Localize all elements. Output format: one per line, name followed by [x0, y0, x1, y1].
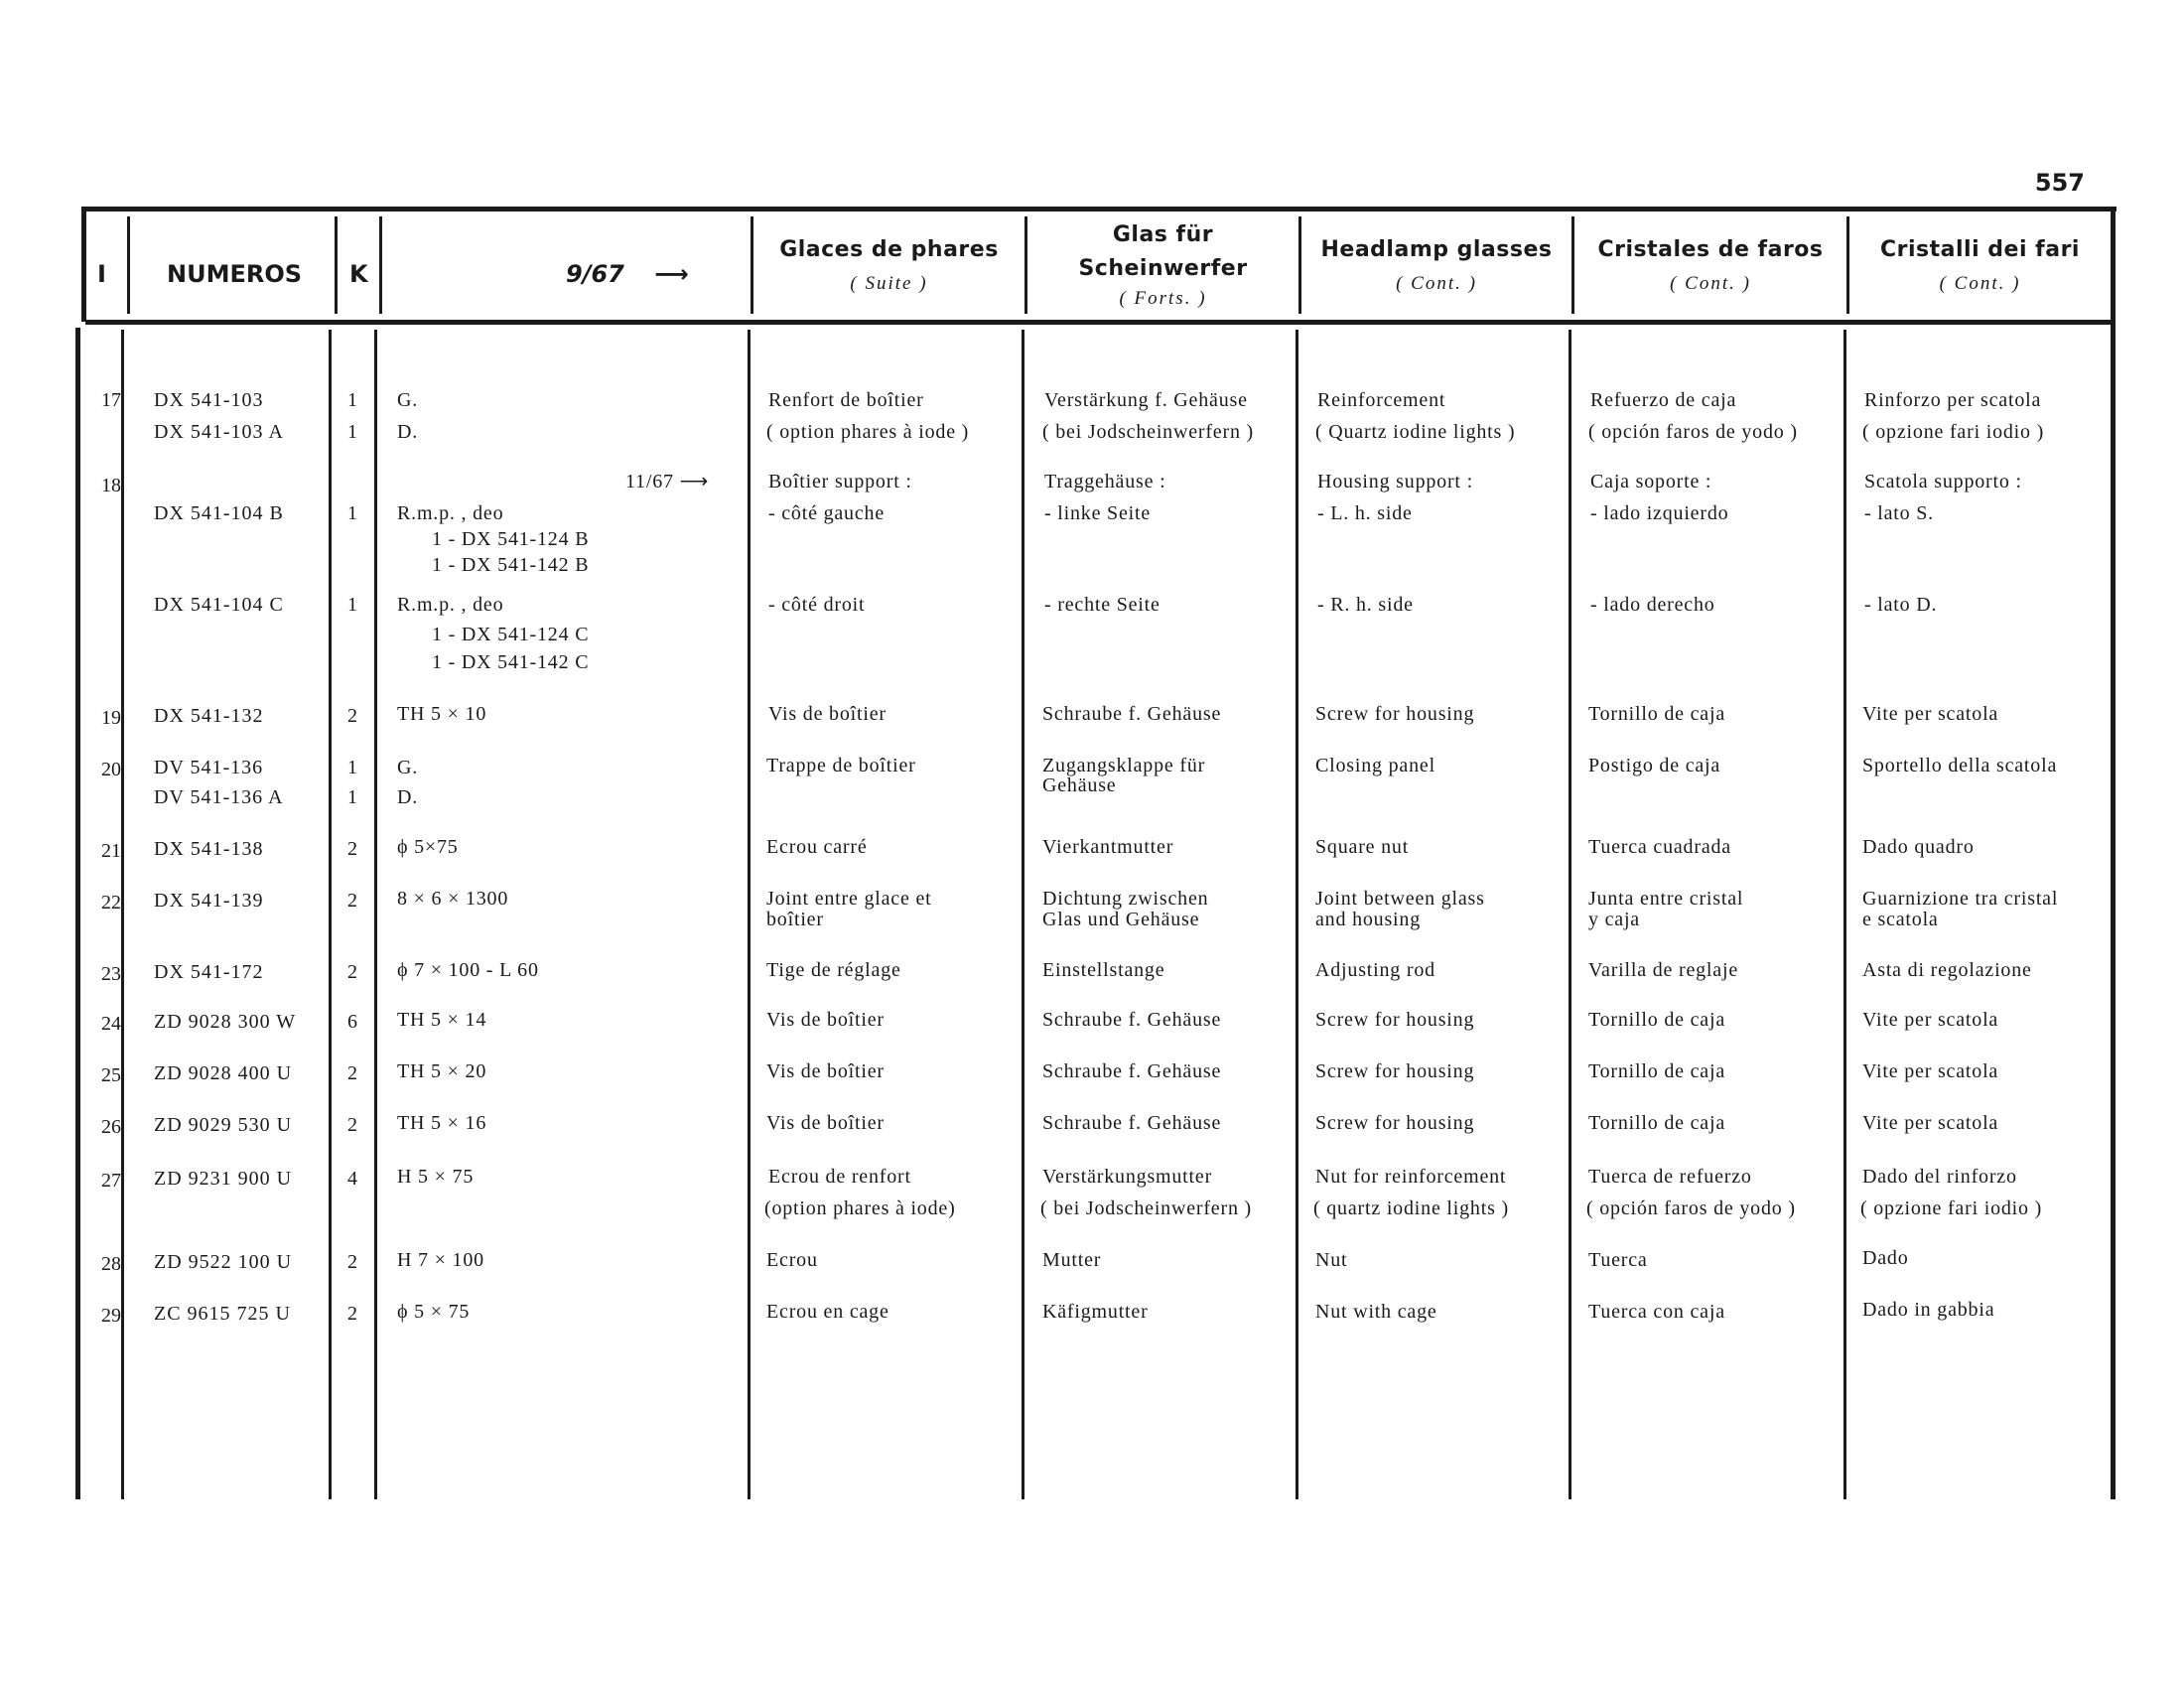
desc-de: Glas und Gehäuse [1042, 909, 1200, 930]
desc-fr: Ecrou [766, 1249, 818, 1271]
desc-en: Screw for housing [1315, 1009, 1475, 1031]
header-subtitle: ( Forts. ) [1119, 288, 1207, 309]
col-sep-de-body [1296, 330, 1298, 1499]
row-index: 19 [101, 707, 121, 729]
spec-sub: 1 - DX 541-142 C [432, 651, 590, 673]
desc-es: Tornillo de caja [1588, 1060, 1726, 1082]
spec: TH 5 × 14 [397, 1009, 487, 1031]
spec: H 7 × 100 [397, 1249, 484, 1271]
quantity: 1 [347, 757, 357, 778]
col-sep-i-body [121, 330, 124, 1499]
part-number: DX 541-103 [154, 389, 264, 411]
spec: D. [397, 421, 419, 443]
spec-sub: 1 - DX 541-124 C [432, 624, 590, 645]
desc-it: - lato S. [1864, 502, 1934, 524]
header-title: Headlamp glasses [1320, 237, 1553, 262]
header-col-fr [753, 211, 1024, 320]
header-title: Glas für [1112, 222, 1214, 247]
spec: R.m.p. , deo [397, 502, 504, 524]
desc-es: - lado derecho [1590, 594, 1715, 616]
desc-it: Asta di regolazione [1862, 959, 2032, 981]
desc-de: ( bei Jodscheinwerfern ) [1042, 421, 1255, 443]
header-subtitle: ( Suite ) [850, 273, 928, 294]
header-subtitle: ( Cont. ) [1396, 273, 1477, 294]
header-subtitle: ( Cont. ) [1670, 273, 1751, 294]
spec: D. [397, 786, 419, 808]
header-col-de [1027, 211, 1298, 320]
col-sep-numeros [335, 216, 338, 314]
row-index: 27 [101, 1170, 121, 1192]
header-col-es [1574, 211, 1846, 320]
desc-en: Screw for housing [1315, 703, 1475, 725]
desc-de: Dichtung zwischen [1042, 888, 1209, 910]
desc-en: Adjusting rod [1315, 959, 1435, 981]
row-index: 21 [101, 840, 121, 862]
desc-es: Refuerzo de caja [1590, 389, 1737, 411]
spec: R.m.p. , deo [397, 594, 504, 616]
desc-de: Zugangsklappe für [1042, 755, 1206, 776]
row-index: 26 [101, 1116, 121, 1138]
row-index: 29 [101, 1305, 121, 1327]
part-number: ZC 9615 725 U [154, 1303, 291, 1325]
desc-de: Traggehäuse : [1044, 471, 1166, 492]
row-index: 24 [101, 1013, 121, 1035]
desc-es: - lado izquierdo [1590, 502, 1729, 524]
desc-es: Tuerca cuadrada [1588, 836, 1731, 858]
desc-es: Tuerca de refuerzo [1588, 1166, 1752, 1188]
desc-es: Tuerca con caja [1588, 1301, 1725, 1323]
desc-de: - linke Seite [1044, 502, 1152, 524]
row-index: 28 [101, 1253, 121, 1275]
spec: TH 5 × 10 [397, 703, 487, 725]
desc-it: Dado quadro [1862, 836, 1975, 858]
desc-de: Schraube f. Gehäuse [1042, 1060, 1222, 1082]
part-number: DX 541-104 B [154, 502, 284, 524]
part-number: ZD 9028 400 U [154, 1062, 293, 1084]
desc-fr: Ecrou de renfort [768, 1166, 911, 1188]
part-number: ZD 9522 100 U [154, 1251, 293, 1273]
spec: ϕ 5 × 75 [397, 1301, 471, 1323]
desc-de: Vierkantmutter [1042, 836, 1174, 858]
desc-es: Tuerca [1588, 1249, 1648, 1271]
desc-fr: Tige de réglage [766, 959, 901, 981]
desc-fr: - côté droit [768, 594, 866, 616]
quantity: 4 [347, 1168, 357, 1190]
quantity: 2 [347, 890, 357, 912]
desc-en: Screw for housing [1315, 1060, 1475, 1082]
quantity: 1 [347, 786, 357, 808]
spec: H 5 × 75 [397, 1166, 475, 1188]
desc-es: Tornillo de caja [1588, 1112, 1726, 1134]
desc-de: Verstärkungsmutter [1042, 1166, 1213, 1188]
quantity: 2 [347, 838, 357, 860]
desc-it: Dado in gabbia [1862, 1299, 1995, 1321]
header-col-i: I [97, 260, 106, 288]
desc-fr: boîtier [766, 909, 824, 930]
desc-es: Caja soporte : [1590, 471, 1712, 492]
desc-de: Mutter [1042, 1249, 1102, 1271]
part-number: DX 541-172 [154, 961, 264, 983]
quantity: 2 [347, 1303, 357, 1325]
desc-fr: Ecrou en cage [766, 1301, 889, 1323]
arrow-icon: ⟶ [654, 260, 689, 288]
desc-es: Tornillo de caja [1588, 1009, 1726, 1031]
header-title: Glaces de phares [779, 237, 999, 262]
row-index: 22 [101, 892, 121, 914]
quantity: 2 [347, 1251, 357, 1273]
desc-it: Guarnizione tra cristal [1862, 888, 2059, 910]
quantity: 2 [347, 705, 357, 727]
spec-sub: 1 - DX 541-124 B [432, 528, 590, 550]
desc-es: ( opción faros de yodo ) [1586, 1197, 1796, 1219]
desc-en: Nut [1315, 1249, 1348, 1271]
desc-fr: Ecrou carré [766, 836, 868, 858]
desc-en: ( quartz iodine lights ) [1313, 1197, 1509, 1219]
part-number: DX 541-139 [154, 890, 264, 912]
desc-it: Sportello della scatola [1862, 755, 2058, 776]
spec: TH 5 × 20 [397, 1060, 487, 1082]
col-sep-es-body [1843, 330, 1846, 1499]
desc-fr: Vis de boîtier [766, 1112, 885, 1134]
quantity: 2 [347, 1114, 357, 1136]
part-number: DV 541-136 [154, 757, 264, 778]
spec: ϕ 7 × 100 - L 60 [397, 959, 539, 981]
header-subtitle: ( Cont. ) [1939, 273, 2021, 294]
header-bottom-rule [85, 320, 2115, 325]
desc-en: Screw for housing [1315, 1112, 1475, 1134]
desc-es: Junta entre cristal [1588, 888, 1744, 910]
left-border [81, 207, 86, 322]
quantity: 2 [347, 961, 357, 983]
spec-sub: 1 - DX 541-142 B [432, 554, 590, 576]
header-col-en [1301, 211, 1571, 320]
desc-es: y caja [1588, 909, 1640, 930]
spec: G. [397, 389, 419, 411]
header-title: Cristalli dei fari [1880, 237, 2080, 262]
col-sep-fr-body [1022, 330, 1024, 1499]
row-index: 23 [101, 963, 121, 985]
row-index: 25 [101, 1064, 121, 1086]
desc-de: Gehäuse [1042, 774, 1117, 796]
part-number: DX 541-103 A [154, 421, 284, 443]
desc-fr: Vis de boîtier [768, 703, 887, 725]
part-number: DV 541-136 A [154, 786, 284, 808]
desc-it: Vite per scatola [1862, 1009, 1999, 1031]
left-border-body [75, 328, 80, 1499]
desc-it: Rinforzo per scatola [1864, 389, 2042, 411]
header-date-text: 9/67 [566, 260, 624, 288]
part-number: ZD 9029 530 U [154, 1114, 293, 1136]
desc-de: Schraube f. Gehäuse [1042, 1112, 1222, 1134]
desc-en: ( Quartz iodine lights ) [1315, 421, 1516, 443]
desc-fr: Renfort de boîtier [768, 389, 924, 411]
desc-de: - rechte Seite [1044, 594, 1160, 616]
right-border [2111, 207, 2116, 1499]
desc-es: Postigo de caja [1588, 755, 1721, 776]
desc-fr: - côté gauche [768, 502, 886, 524]
desc-fr: (option phares à iode) [764, 1197, 956, 1219]
quantity: 6 [347, 1011, 357, 1033]
col-sep-k [379, 216, 382, 314]
desc-de: Einstellstange [1042, 959, 1165, 981]
row-index: 18 [101, 475, 121, 496]
col-sep-i [127, 216, 130, 314]
desc-it: Vite per scatola [1862, 1060, 1999, 1082]
desc-en: and housing [1315, 909, 1422, 930]
desc-en: Closing panel [1315, 755, 1435, 776]
desc-en: Housing support : [1317, 471, 1473, 492]
desc-en: Reinforcement [1317, 389, 1446, 411]
desc-de: ( bei Jodscheinwerfern ) [1040, 1197, 1253, 1219]
desc-de: Verstärkung f. Gehäuse [1044, 389, 1248, 411]
desc-it: e scatola [1862, 909, 1939, 930]
desc-en: Nut with cage [1315, 1301, 1437, 1323]
desc-fr: Joint entre glace et [766, 888, 932, 910]
part-number: ZD 9028 300 W [154, 1011, 297, 1033]
desc-fr: Trappe de boîtier [766, 755, 916, 776]
desc-de: Schraube f. Gehäuse [1042, 703, 1222, 725]
col-sep-k-body [374, 330, 377, 1499]
part-number: ZD 9231 900 U [154, 1168, 293, 1190]
desc-it: - lato D. [1864, 594, 1938, 616]
desc-en: Nut for reinforcement [1315, 1166, 1507, 1188]
desc-fr: ( option phares à iode ) [766, 421, 970, 443]
desc-it: ( opzione fari iodio ) [1860, 1197, 2043, 1219]
desc-en: Square nut [1315, 836, 1410, 858]
spec: G. [397, 757, 419, 778]
desc-fr: Vis de boîtier [766, 1060, 885, 1082]
spec: ϕ 5×75 [397, 836, 459, 858]
desc-en: Joint between glass [1315, 888, 1485, 910]
quantity: 2 [347, 1062, 357, 1084]
quantity: 1 [347, 389, 357, 411]
page-number: 557 [2034, 169, 2085, 197]
part-number: DX 541-104 C [154, 594, 284, 616]
desc-it: Scatola supporto : [1864, 471, 2022, 492]
header-col-it [1849, 211, 2111, 320]
quantity: 1 [347, 594, 357, 616]
row-index: 20 [101, 759, 121, 780]
desc-it: Vite per scatola [1862, 1112, 1999, 1134]
quantity: 1 [347, 421, 357, 443]
header-title: Cristales de faros [1597, 237, 1824, 262]
desc-it: Dado del rinforzo [1862, 1166, 2017, 1188]
desc-en: - L. h. side [1317, 502, 1413, 524]
row-index: 17 [101, 389, 121, 411]
header-title-line-2: Scheinwerfer [1078, 256, 1248, 281]
part-number: DX 541-132 [154, 705, 264, 727]
header-col-k: K [349, 260, 368, 288]
desc-en: - R. h. side [1317, 594, 1414, 616]
desc-de: Käfigmutter [1042, 1301, 1149, 1323]
spec: TH 5 × 16 [397, 1112, 487, 1134]
desc-fr: Vis de boîtier [766, 1009, 885, 1031]
revision-ref: 11/67 ⟶ [625, 471, 710, 492]
desc-it: ( opzione fari iodio ) [1862, 421, 2045, 443]
col-sep-spec-body [748, 330, 751, 1499]
desc-de: Schraube f. Gehäuse [1042, 1009, 1222, 1031]
header-col-numeros: NUMEROS [167, 260, 303, 288]
desc-es: Tornillo de caja [1588, 703, 1726, 725]
col-sep-en-body [1569, 330, 1571, 1499]
header-date-ref [566, 260, 705, 288]
desc-it: Vite per scatola [1862, 703, 1999, 725]
desc-es: ( opción faros de yodo ) [1588, 421, 1798, 443]
part-number: DX 541-138 [154, 838, 264, 860]
desc-fr: Boîtier support : [768, 471, 912, 492]
quantity: 1 [347, 502, 357, 524]
desc-es: Varilla de reglaje [1588, 959, 1738, 981]
col-sep-numeros-body [329, 330, 332, 1499]
spec: 8 × 6 × 1300 [397, 888, 509, 910]
desc-it: Dado [1862, 1247, 1909, 1269]
